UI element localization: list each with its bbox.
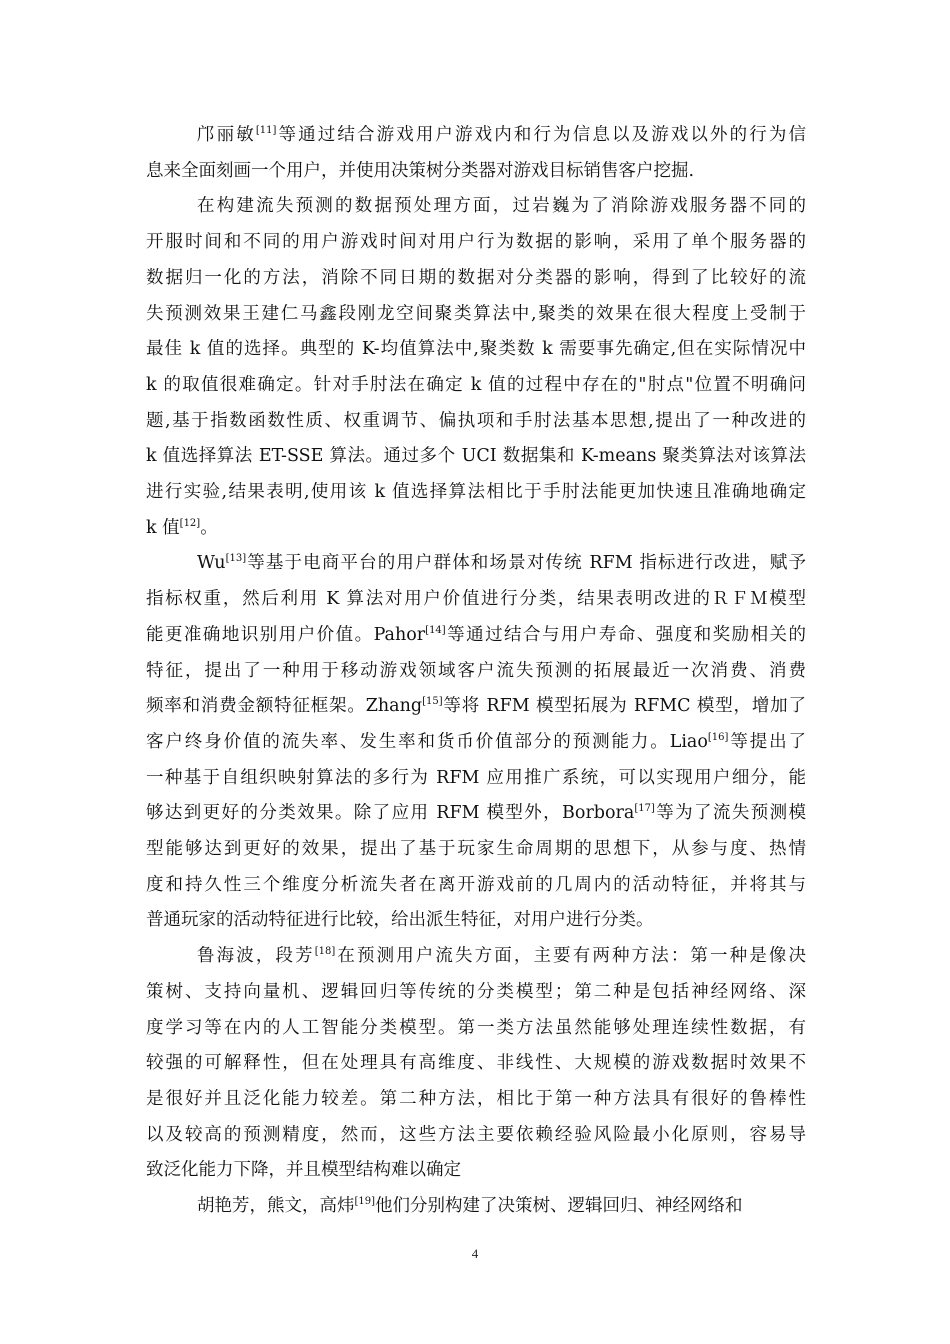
citation-ref: [18] (314, 946, 336, 958)
text-line (146, 725, 806, 761)
text-run: 进行实验,结果表明,使用该 k 值选择算法相比于手肘法能更加快速且准确地确定 (146, 482, 806, 503)
text-line (146, 689, 806, 725)
text-run: 频率和消费金额特征框架。Zhang (146, 696, 423, 717)
text-line (146, 189, 806, 225)
text-run: 等通过结合与用户寿命、强度和奖励相关的 (445, 624, 807, 645)
text-run: k 值 (146, 517, 180, 538)
text-run: 等通过结合游戏用户游戏内和行为信息以及游戏以外的行为信 (276, 125, 807, 145)
text-line (146, 1011, 806, 1047)
text-line (146, 511, 806, 547)
text-run: 普通玩家的活动特征进行比较，给出派生特征，对用户进行分类。 (146, 910, 654, 931)
text-line (146, 332, 806, 368)
text-run: 指标权重，然后利用 K 算法对用户价值进行分类，结果表明改进的ＲＦＭ模型 (146, 589, 806, 610)
text-run: 客户终身价值的流失率、发生率和货币价值部分的预测能力。Liao (146, 731, 708, 752)
text-line (146, 154, 806, 190)
text-line (146, 368, 806, 404)
text-run: k 值选择算法 ET-SSE 算法。通过多个 UCI 数据集和 K-means 聚类算法对该算法 (146, 446, 806, 467)
body-text (146, 118, 806, 1225)
text-line (146, 225, 806, 261)
paragraph (146, 1189, 806, 1225)
text-run: 能更准确地识别用户价值。Pahor (146, 624, 426, 645)
text-line (146, 939, 806, 975)
citation-ref: [11] (255, 125, 277, 137)
text-run: 度和持久性三个维度分析流失者在离开游戏前的几周内的活动特征，并将其与 (146, 874, 806, 895)
text-run: 等将 RFM 模型拓展为 RFMC 模型，增加了 (442, 696, 806, 717)
text-line (146, 761, 806, 797)
text-line (146, 475, 806, 511)
text-line (146, 832, 806, 868)
citation-ref: [16] (707, 732, 729, 744)
text-run: 。 (200, 517, 218, 538)
text-line (146, 1153, 806, 1189)
text-run: 开服时间和不同的用户游戏时间对用户行为数据的影响，采用了单个服务器的 (146, 232, 806, 253)
text-run: 特征，提出了一种用于移动游戏领域客户流失预测的拓展最近一次消费、消费 (146, 660, 806, 681)
citation-ref: [15] (422, 696, 443, 708)
text-line (146, 1082, 806, 1118)
text-line (146, 546, 806, 582)
text-run: 型能够达到更好的效果，提出了基于玩家生命周期的思想下，从参与度、热情 (146, 839, 806, 860)
text-line (146, 261, 806, 297)
text-run: 策树、支持向量机、逻辑回归等传统的分类模型；第二种是包括神经网络、深 (146, 981, 806, 1002)
text-line (146, 404, 806, 440)
text-line (146, 297, 806, 333)
citation-ref: [13] (225, 553, 247, 565)
text-run: 致泛化能力下降，并且模型结构难以确定 (146, 1160, 461, 1181)
text-run: k 的取值很难确定。针对手肘法在确定 k 值的过程中存在的"肘点"位置不明确问 (146, 374, 806, 395)
text-run: 失预测效果王建仁马鑫段刚龙空间聚类算法中,聚类的效果在很大程度上受制于 (146, 303, 806, 324)
text-run: 在构建流失预测的数据预处理方面，过岩巍为了消除游戏服务器不同的 (197, 196, 806, 217)
paragraph (146, 939, 806, 1189)
citation-ref: [17] (634, 803, 655, 815)
text-run: Wu (197, 553, 226, 574)
text-line (146, 1118, 806, 1154)
text-run: 邝丽敏 (197, 125, 256, 145)
text-run: 较强的可解释性，但在处理具有高维度、非线性、大规模的游戏数据时效果不 (146, 1053, 806, 1074)
text-line (146, 1189, 806, 1225)
text-run: 一种基于自组织映射算法的多行为 RFM 应用推广系统，可以实现用户细分，能 (146, 767, 806, 788)
text-run: 等基于电商平台的用户群体和场景对传统 RFM 指标进行改进，赋予 (246, 553, 806, 574)
page-number: 4 (471, 1246, 479, 1261)
text-line (146, 618, 806, 654)
text-line (146, 796, 806, 832)
text-run: 数据归一化的方法，消除不同日期的数据对分类器的影响，得到了比较好的流 (146, 267, 806, 288)
text-line (146, 975, 806, 1011)
text-run: 鲁海波，段芳 (197, 946, 315, 967)
paragraph (146, 546, 806, 939)
text-run: 等提出了 (728, 731, 807, 752)
text-run: 是很好并且泛化能力较差。第二种方法，相比于第一种方法具有很好的鲁棒性 (146, 1088, 806, 1109)
text-run: 胡艳芳，熊文，高炜 (197, 1196, 355, 1217)
text-run: 他们分别构建了决策树、逻辑回归、神经网络和 (375, 1196, 743, 1217)
text-run: 在预测用户流失方面，主要有两种方法：第一种是像决 (335, 946, 807, 967)
citation-ref: [14] (425, 625, 446, 637)
citation-ref: [12] (179, 517, 201, 529)
text-run: 度学习等在内的人工智能分类模型。第一类方法虽然能够处理连续性数据，有 (146, 1017, 806, 1038)
text-run: 以及较高的预测精度，然而，这些方法主要依赖经验风险最小化原则，容易导 (146, 1124, 806, 1145)
text-line (146, 868, 806, 904)
text-line (146, 654, 806, 690)
text-line (146, 903, 806, 939)
text-run: 够达到更好的分类效果。除了应用 RFM 模型外，Borbora (146, 803, 635, 824)
paragraph (146, 189, 806, 546)
text-run: 等为了流失预测模 (654, 803, 806, 824)
text-line (146, 582, 806, 618)
citation-ref: [19] (354, 1196, 376, 1208)
text-line (146, 439, 806, 475)
text-run: 题,基于指数函数性质、权重调节、偏执项和手肘法基本思想,提出了一种改进的 (146, 410, 806, 431)
text-run: 最佳 k 值的选择。典型的 K-均值算法中,聚类数 k 需要事先确定,但在实际情况中 (146, 339, 806, 360)
paragraph (146, 118, 806, 189)
text-run: 息来全面刻画一个用户，并使用决策树分类器对游戏目标销售客户挖掘. (146, 160, 695, 181)
text-line (146, 118, 806, 154)
text-line (146, 1046, 806, 1082)
